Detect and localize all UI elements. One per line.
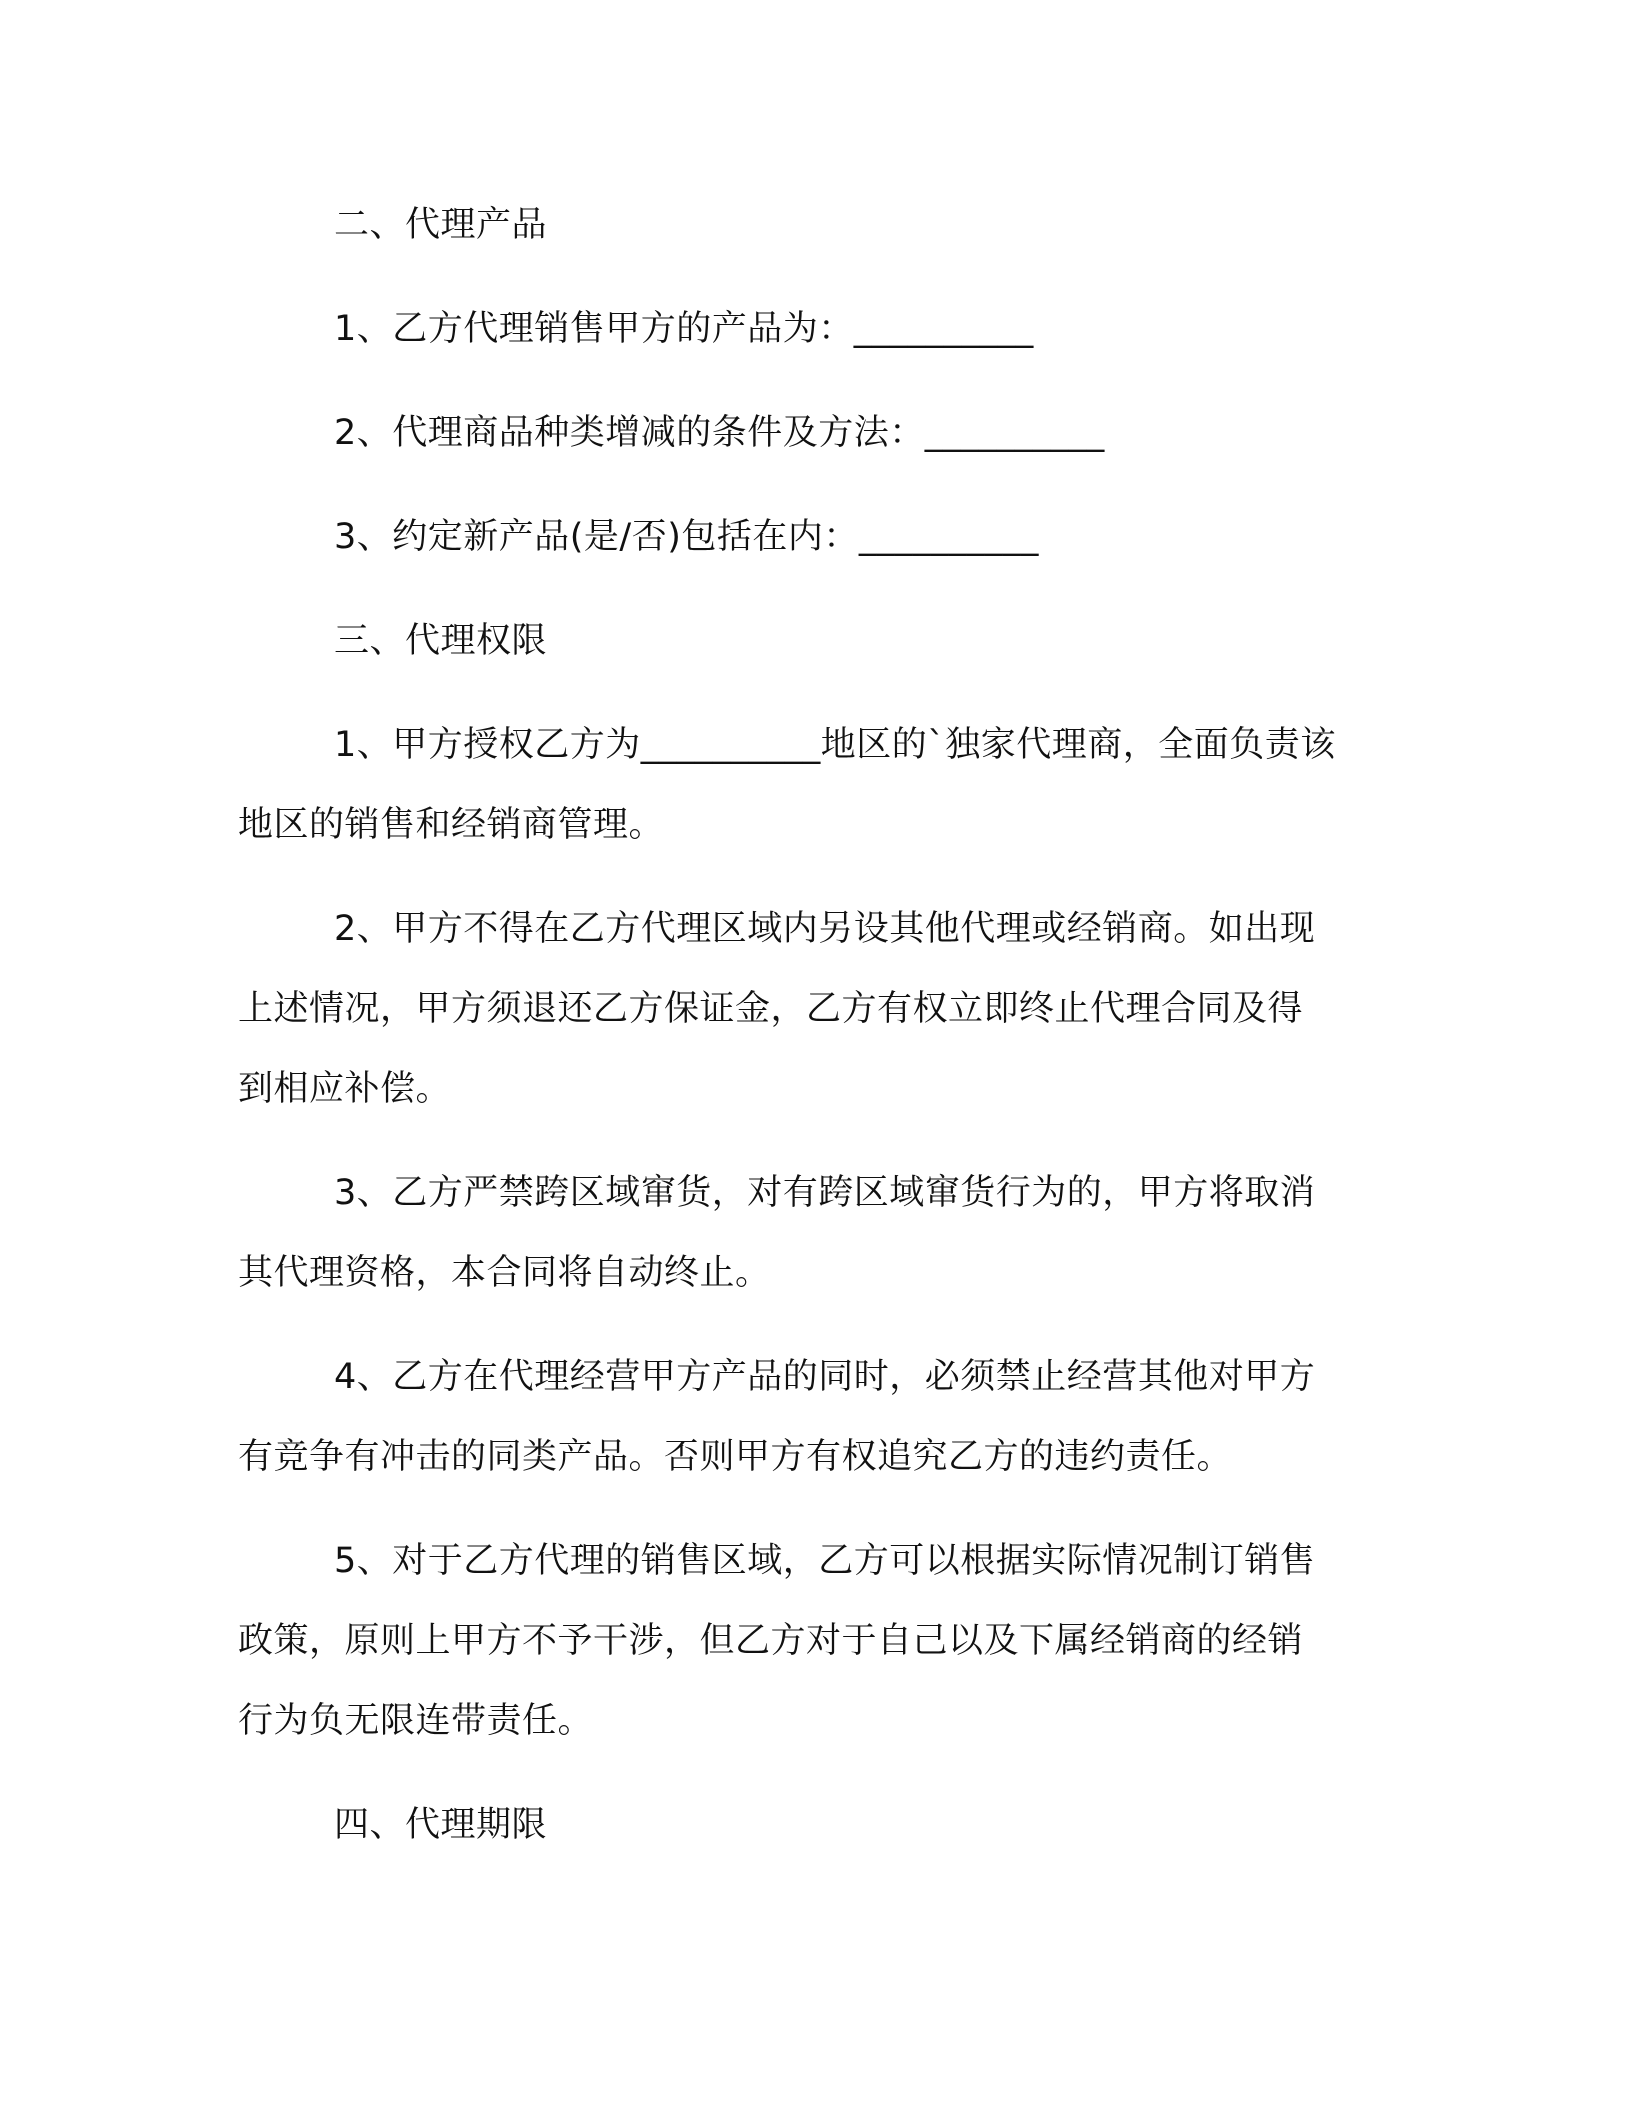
- text-line: 行为负无限连带责任。: [238, 1701, 594, 1741]
- text-line: 到相应补偿。: [238, 1069, 452, 1109]
- paragraph: [238, 1337, 1388, 1497]
- paragraph: [238, 601, 1388, 681]
- paragraph: [238, 185, 1388, 265]
- text-line: 3、约定新产品(是/否)包括在内：__________: [334, 517, 1039, 557]
- text-line: 2、甲方不得在乙方代理区域内另设其他代理或经销商。如出现: [334, 909, 1316, 949]
- text-line: 1、甲方授权乙方为__________地区的`独家代理商，全面负责该: [334, 725, 1336, 765]
- text-line: 二、代理产品: [334, 205, 548, 245]
- paragraph: [238, 1153, 1388, 1313]
- document-body: [238, 185, 1388, 1889]
- text-line: 5、对于乙方代理的销售区域，乙方可以根据实际情况制订销售: [334, 1541, 1316, 1581]
- text-line: 1、乙方代理销售甲方的产品为：__________: [334, 309, 1034, 349]
- text-line: 3、乙方严禁跨区域窜货，对有跨区域窜货行为的，甲方将取消: [334, 1173, 1316, 1213]
- text-line: 有竞争有冲击的同类产品。否则甲方有权追究乙方的违约责任。: [238, 1437, 1233, 1477]
- paragraph: [238, 393, 1388, 473]
- text-line: 上述情况，甲方须退还乙方保证金，乙方有权立即终止代理合同及得: [238, 989, 1304, 1029]
- text-line: 4、乙方在代理经营甲方产品的同时，必须禁止经营其他对甲方: [334, 1357, 1316, 1397]
- paragraph: [238, 889, 1388, 1129]
- text-line: 政策，原则上甲方不予干涉，但乙方对于自己以及下属经销商的经销: [238, 1621, 1304, 1661]
- paragraph: [238, 289, 1388, 369]
- text-line: 地区的销售和经销商管理。: [238, 805, 665, 845]
- text-line: 2、代理商品种类增减的条件及方法：__________: [334, 413, 1105, 453]
- paragraph: [238, 1521, 1388, 1761]
- paragraph: [238, 497, 1388, 577]
- paragraph: [238, 705, 1388, 865]
- text-line: 三、代理权限: [334, 621, 548, 661]
- text-line: 四、代理期限: [334, 1805, 548, 1845]
- paragraph: [238, 1785, 1388, 1865]
- text-line: 其代理资格，本合同将自动终止。: [238, 1253, 771, 1293]
